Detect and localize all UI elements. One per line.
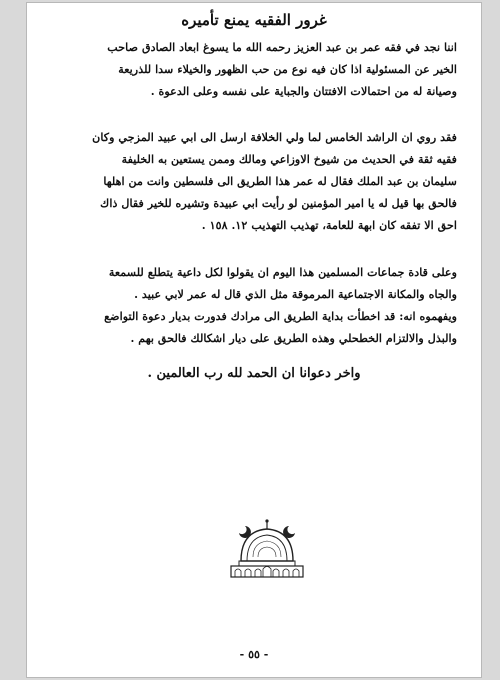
text-line: فقيه ثقة في الحديث من شيوخ الاوزاعي ومالك وممن يستعين به الخليفة: [121, 152, 457, 166]
page-title: غرور الفقيه يمنع تأميره: [181, 11, 327, 29]
text-line: والبذل والالتزام الخطحلي وهذه الطريق على ديار اشكالك فالحق بهم .: [130, 331, 457, 345]
text-line: اننا نجد في فقه عمر بن عبد العزيز رحمه الله ما يسوغ ابعاد الصادق صاحب: [107, 40, 457, 54]
text-line: فالحق بها قيل له يا امير المؤمنين لو رأيت ابي عبيدة وتشيره للخير فقال ذاك: [100, 196, 457, 210]
text-line: ويفهموه انه: قد اخطأت بداية الطريق الى مرادك فدورت بديار دعوة التواضع: [104, 309, 457, 323]
paragraph-2: [51, 126, 457, 236]
paragraph-3: [51, 261, 457, 349]
text-line: الخير عن المسئولية اذا كان فيه نوع من حب الظهور والخيلاء سدا للذريعة: [118, 62, 457, 76]
text-line: فقد روي ان الراشد الخامس لما ولي الخلافة ارسل الى ابي عبيد المزجي وكان: [92, 130, 457, 144]
document-page: [26, 2, 482, 678]
text-line: سليمان بن عبد الملك فقال له عمر هذا الطريق الى فلسطين وانت من اهلها: [103, 174, 457, 188]
paragraph-1: [51, 36, 457, 102]
text-line: احق الا تفقه كان ابهة للعامة، تهذيب التهذيب ١٢. ١٥٨ .: [201, 218, 457, 232]
text-line: وعلى قادة جماعات المسلمين هذا اليوم ان يقولوا لكل داعية يتطلع للسمعة: [108, 265, 457, 279]
mosque-dome-icon: [217, 517, 317, 579]
text-line: وصيانة له من احتمالات الافتتان والجباية على نفسه وعلى الدعوة .: [150, 84, 457, 98]
text-line: والجاه والمكانة الاجتماعية المرموقة مثل الذي قال له عمر لابي عبيد .: [134, 287, 457, 301]
closing-prayer: واخر دعوانا ان الحمد لله رب العالمين .: [147, 366, 361, 381]
page-number: - ٥٥ -: [239, 648, 269, 661]
